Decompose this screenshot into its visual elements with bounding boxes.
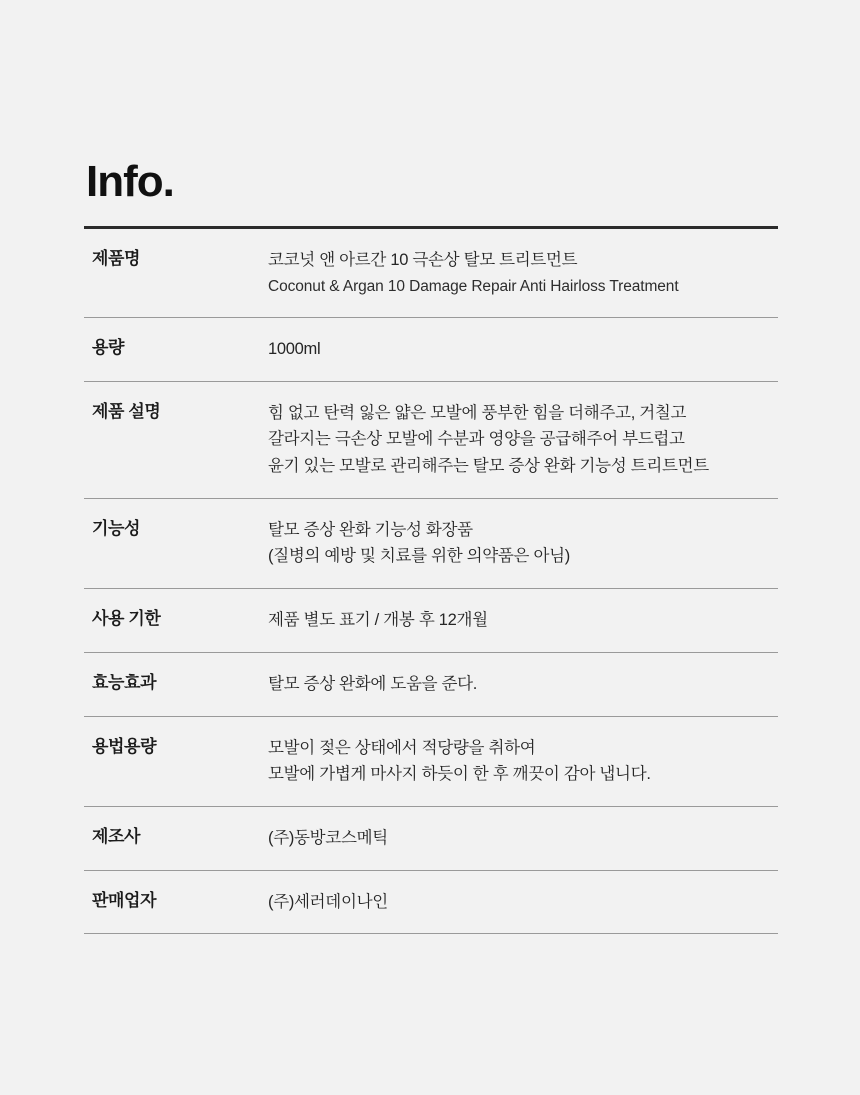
info-content (84, 157, 778, 934)
row-label: 효능효과 (92, 672, 157, 692)
value-line: 제품 별도 표기 / 개봉 후 12개월 (268, 611, 488, 630)
row-value (268, 317, 778, 381)
value-line: 1000ml (268, 339, 321, 358)
row-label: 용법용량 (92, 736, 157, 756)
row-label: 제조사 (92, 827, 141, 847)
value-line: Coconut & Argan 10 Damage Repair Anti Hairloss Treatment (268, 277, 679, 295)
value-line: (주)동방코스메틱 (268, 829, 388, 848)
row-label: 기능성 (92, 518, 141, 538)
row-value (268, 652, 778, 716)
spec-table-body (84, 228, 778, 934)
row-value (268, 807, 778, 871)
table-row (84, 317, 778, 381)
page-title: Info. (86, 157, 174, 206)
value-line: 탈모 증상 완화에 도움을 준다. (268, 674, 478, 693)
product-spec-table (84, 226, 778, 934)
value-line: 갈라지는 극손상 모발에 수분과 영양을 공급해주어 부드럽고 (268, 430, 685, 449)
table-row (84, 652, 778, 716)
row-value (268, 381, 778, 498)
table-row (84, 807, 778, 871)
row-label: 제품명 (92, 249, 141, 268)
value-line: 모발이 젖은 상태에서 적당량을 취하여 (268, 738, 536, 757)
row-value (268, 716, 778, 806)
value-line: 힘 없고 탄력 잃은 얇은 모발에 풍부한 힘을 더해주고, 거칠고 (268, 403, 687, 422)
row-label: 용량 (92, 337, 125, 357)
value-line: (질병의 예방 및 치료를 위한 의약품은 아님) (268, 547, 570, 566)
value-line: 코코넛 앤 아르간 10 극손상 탈모 트리트먼트 (268, 251, 578, 269)
table-row (84, 716, 778, 806)
row-label: 제품 설명 (92, 401, 161, 421)
table-row (84, 381, 778, 498)
table-row (84, 870, 778, 934)
table-row (84, 589, 778, 653)
row-label: 판매업자 (92, 890, 157, 910)
value-line: (주)세러데이나인 (268, 892, 388, 911)
value-line: 모발에 가볍게 마사지 하듯이 한 후 깨끗이 감아 냅니다. (268, 765, 651, 784)
row-value (268, 870, 778, 934)
row-value (268, 228, 778, 318)
row-value (268, 498, 778, 588)
row-label: 사용 기한 (92, 609, 161, 629)
value-line: 윤기 있는 모발로 관리해주는 탈모 증상 완화 기능성 트리트먼트 (268, 456, 709, 475)
table-row (84, 228, 778, 318)
value-line: 탈모 증상 완화 기능성 화장품 (268, 520, 473, 539)
row-value (268, 589, 778, 653)
table-row (84, 498, 778, 588)
